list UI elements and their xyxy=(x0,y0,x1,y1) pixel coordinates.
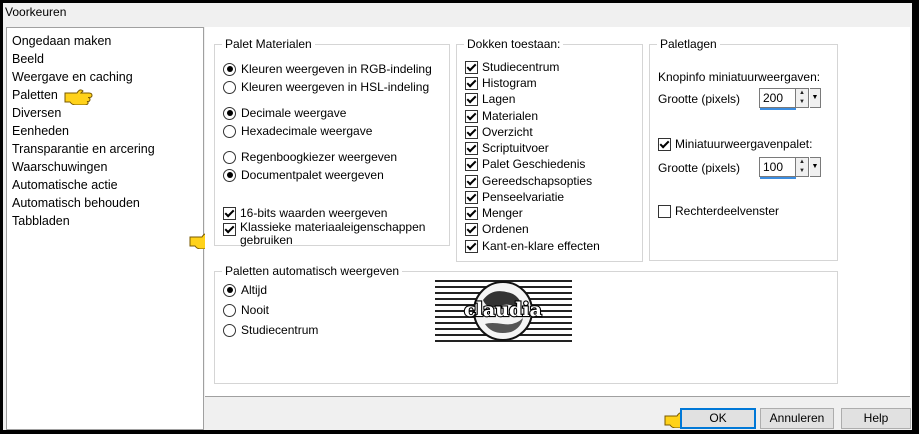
dock-histogram-checkbox[interactable]: Histogram xyxy=(465,75,537,91)
checkbox-indicator xyxy=(465,142,478,155)
checkbox-indicator xyxy=(465,77,478,90)
window-title: Voorkeuren xyxy=(5,5,67,19)
radio-indicator xyxy=(223,125,236,138)
nav-item-paletten[interactable]: Paletten xyxy=(12,88,58,102)
decimaal-radio[interactable]: Decimale weergave xyxy=(223,105,346,121)
nav-item-ongedaan-maken[interactable]: Ongedaan maken xyxy=(12,34,112,48)
paletlagen-group xyxy=(649,37,838,261)
dialog-frame xyxy=(3,3,912,430)
dock-gereedschapsopties-checkbox[interactable]: Gereedschapsopties xyxy=(465,173,592,189)
radio-indicator xyxy=(223,81,236,94)
miniatuur-checkbox[interactable]: Miniatuurweergavenpalet: xyxy=(658,136,812,152)
dock-materialen-checkbox[interactable]: Materialen xyxy=(465,108,538,124)
paletlagen-title: Paletlagen xyxy=(657,36,720,52)
checkbox-indicator xyxy=(223,207,236,220)
grootte1-label: Grootte (pixels) xyxy=(658,92,741,106)
checkbox-indicator xyxy=(465,223,478,236)
nav-item-weergave-caching[interactable]: Weergave en caching xyxy=(12,70,133,84)
checkbox-indicator xyxy=(465,110,478,123)
radio-indicator xyxy=(223,304,236,317)
rechterdeel-checkbox[interactable]: Rechterdeelvenster xyxy=(658,203,779,219)
nav-item-transparantie[interactable]: Transparantie en arcering xyxy=(12,142,155,156)
checkbox-indicator xyxy=(658,138,671,151)
checkbox-indicator xyxy=(658,205,671,218)
dock-penseelvariatie-checkbox[interactable]: Penseelvariatie xyxy=(465,189,564,205)
nav-item-tabbladen[interactable]: Tabbladen xyxy=(12,214,70,228)
dock-overzicht-checkbox[interactable]: Overzicht xyxy=(465,124,533,140)
claudia-watermark-logo xyxy=(435,278,572,344)
up-arrow-icon[interactable]: ▲ xyxy=(799,90,805,96)
radio-indicator xyxy=(223,63,236,76)
nav-item-eenheden[interactable]: Eenheden xyxy=(12,124,70,138)
hexadecimaal-radio[interactable]: Hexadecimale weergave xyxy=(223,123,372,139)
help-button[interactable]: Help xyxy=(841,408,911,429)
dokken-title: Dokken toestaan: xyxy=(464,36,563,52)
knopinfo-label: Knopinfo miniatuurweergaven: xyxy=(658,70,821,84)
radio-indicator xyxy=(223,169,236,182)
dock-kant-en-klare-checkbox[interactable]: Kant-en-klare effecten xyxy=(465,238,600,254)
klassiek-label-line1: Klassieke materiaaleigenschappen xyxy=(240,220,426,234)
down-arrow-icon[interactable]: ▼ xyxy=(799,168,805,174)
grootte1-input[interactable]: 200 xyxy=(759,88,796,108)
rgb-radio[interactable]: Kleuren weergeven in RGB-indeling xyxy=(223,61,432,77)
documentpalet-radio[interactable]: Documentpalet weergeven xyxy=(223,167,384,183)
dokken-group xyxy=(456,37,643,262)
nooit-radio[interactable]: Nooit xyxy=(223,302,269,318)
grootte2-dropdown-icon[interactable]: ▼ xyxy=(810,157,821,177)
dock-lagen-checkbox[interactable]: Lagen xyxy=(465,91,515,107)
regenboog-radio[interactable]: Regenboogkiezer weergeven xyxy=(223,149,397,165)
palet-materialen-group xyxy=(214,37,450,247)
studiecentrum-radio[interactable]: Studiecentrum xyxy=(223,322,318,338)
grootte1-dropdown-icon[interactable]: ▼ xyxy=(810,88,821,108)
ok-button[interactable]: OK xyxy=(680,408,756,429)
down-arrow-icon[interactable]: ▼ xyxy=(799,99,805,105)
checkbox-indicator xyxy=(223,223,236,236)
watermark-text: claudia xyxy=(464,299,542,321)
checkbox-indicator xyxy=(465,191,478,204)
nav-item-automatische-actie[interactable]: Automatische actie xyxy=(12,178,118,192)
checkbox-indicator xyxy=(465,61,478,74)
dock-studiecentrum-checkbox[interactable]: Studiecentrum xyxy=(465,59,559,75)
checkbox-indicator xyxy=(465,93,478,106)
pointing-hand-icon xyxy=(63,87,93,105)
grootte2-input[interactable]: 100 xyxy=(759,157,796,177)
klassiek-checkbox[interactable] xyxy=(223,221,425,249)
hsl-radio[interactable]: Kleuren weergeven in HSL-indeling xyxy=(223,79,429,95)
checkbox-indicator xyxy=(465,207,478,220)
palet-materialen-title: Palet Materialen xyxy=(222,36,315,52)
nav-item-diversen[interactable]: Diversen xyxy=(12,106,62,120)
checkbox-indicator xyxy=(465,175,478,188)
grootte2-label: Grootte (pixels) xyxy=(658,161,741,175)
radio-indicator xyxy=(223,324,236,337)
checkbox-indicator xyxy=(465,126,478,139)
grootte2-spin-arrows[interactable] xyxy=(796,157,809,177)
checkbox-indicator xyxy=(465,158,478,171)
dock-menger-checkbox[interactable]: Menger xyxy=(465,205,523,221)
radio-indicator xyxy=(223,284,236,297)
dock-ordenen-checkbox[interactable]: Ordenen xyxy=(465,221,529,237)
dock-scriptuitvoer-checkbox[interactable]: Scriptuitvoer xyxy=(465,140,549,156)
checkbox-indicator xyxy=(465,240,478,253)
altijd-radio[interactable]: Altijd xyxy=(223,282,267,298)
category-list xyxy=(6,27,204,430)
grootte1-spin-arrows[interactable] xyxy=(796,88,809,108)
grootte1-spinner xyxy=(759,88,821,108)
dock-palet-geschiedenis-checkbox[interactable]: Palet Geschiedenis xyxy=(465,156,585,172)
radio-indicator xyxy=(223,151,236,164)
grootte2-spinner xyxy=(759,157,821,177)
automatisch-title: Paletten automatisch weergeven xyxy=(222,263,402,279)
bits16-checkbox[interactable]: 16-bits waarden weergeven xyxy=(223,205,387,221)
klassiek-label-line2: gebruiken xyxy=(240,233,293,247)
nav-item-waarschuwingen[interactable]: Waarschuwingen xyxy=(12,160,108,174)
nav-item-automatisch-behouden[interactable]: Automatisch behouden xyxy=(12,196,140,210)
radio-indicator xyxy=(223,107,236,120)
annuleren-button[interactable]: Annuleren xyxy=(760,408,834,429)
nav-item-beeld[interactable]: Beeld xyxy=(12,52,44,66)
up-arrow-icon[interactable]: ▲ xyxy=(799,159,805,165)
